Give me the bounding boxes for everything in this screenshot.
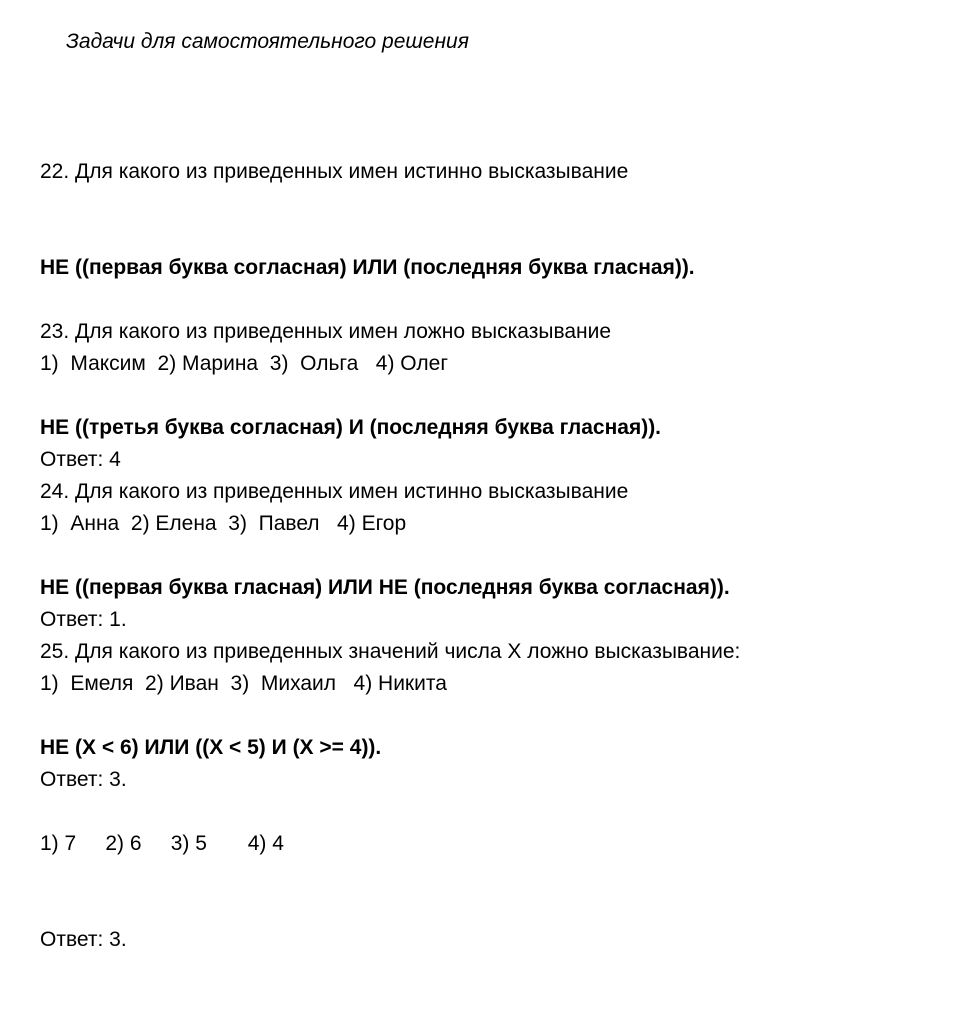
problem-answer: Ответ: 3. [40, 928, 127, 951]
problem-question: 23. Для какого из приведенных имен ложно высказывание [40, 320, 612, 343]
problem-question: 22. Для какого из приведенных имен истинно высказывание [40, 160, 629, 183]
problem-question: 24. Для какого из приведенных имен истинно высказывание [40, 480, 629, 503]
problem-answer: Ответ: 3. [40, 768, 127, 791]
problem-options: 1) Емеля 2) Иван 3) Михаил 4) Никита [40, 672, 447, 695]
problem-expression: НЕ (X < 6) ИЛИ ((X < 5) И (X >= 4)). [40, 736, 382, 759]
slide-subtitle: Задачи для самостоятельного решения [66, 30, 469, 53]
problem-options: 1) 7 2) 6 3) 5 4) 4 [40, 832, 284, 855]
problem-expression: НЕ ((первая буква гласная) ИЛИ НЕ (последняя буква согласная)). [40, 576, 730, 599]
problem-expression: НЕ ((первая буква согласная) ИЛИ (последняя буква гласная)). [40, 256, 695, 279]
problem-expression: НЕ ((третья буква согласная) И (последняя буква гласная)). [40, 416, 662, 439]
problem-answer: Ответ: 1. [40, 608, 127, 631]
problem-25 [40, 572, 740, 1020]
problem-options: 1) Анна 2) Елена 3) Павел 4) Егор [40, 512, 407, 535]
problem-answer: Ответ: 4 [40, 448, 121, 471]
problem-question: 25. Для какого из приведенных значений числа X ложно высказывание: [40, 640, 741, 663]
problem-options: 1) Максим 2) Марина 3) Ольга 4) Олег [40, 352, 448, 375]
